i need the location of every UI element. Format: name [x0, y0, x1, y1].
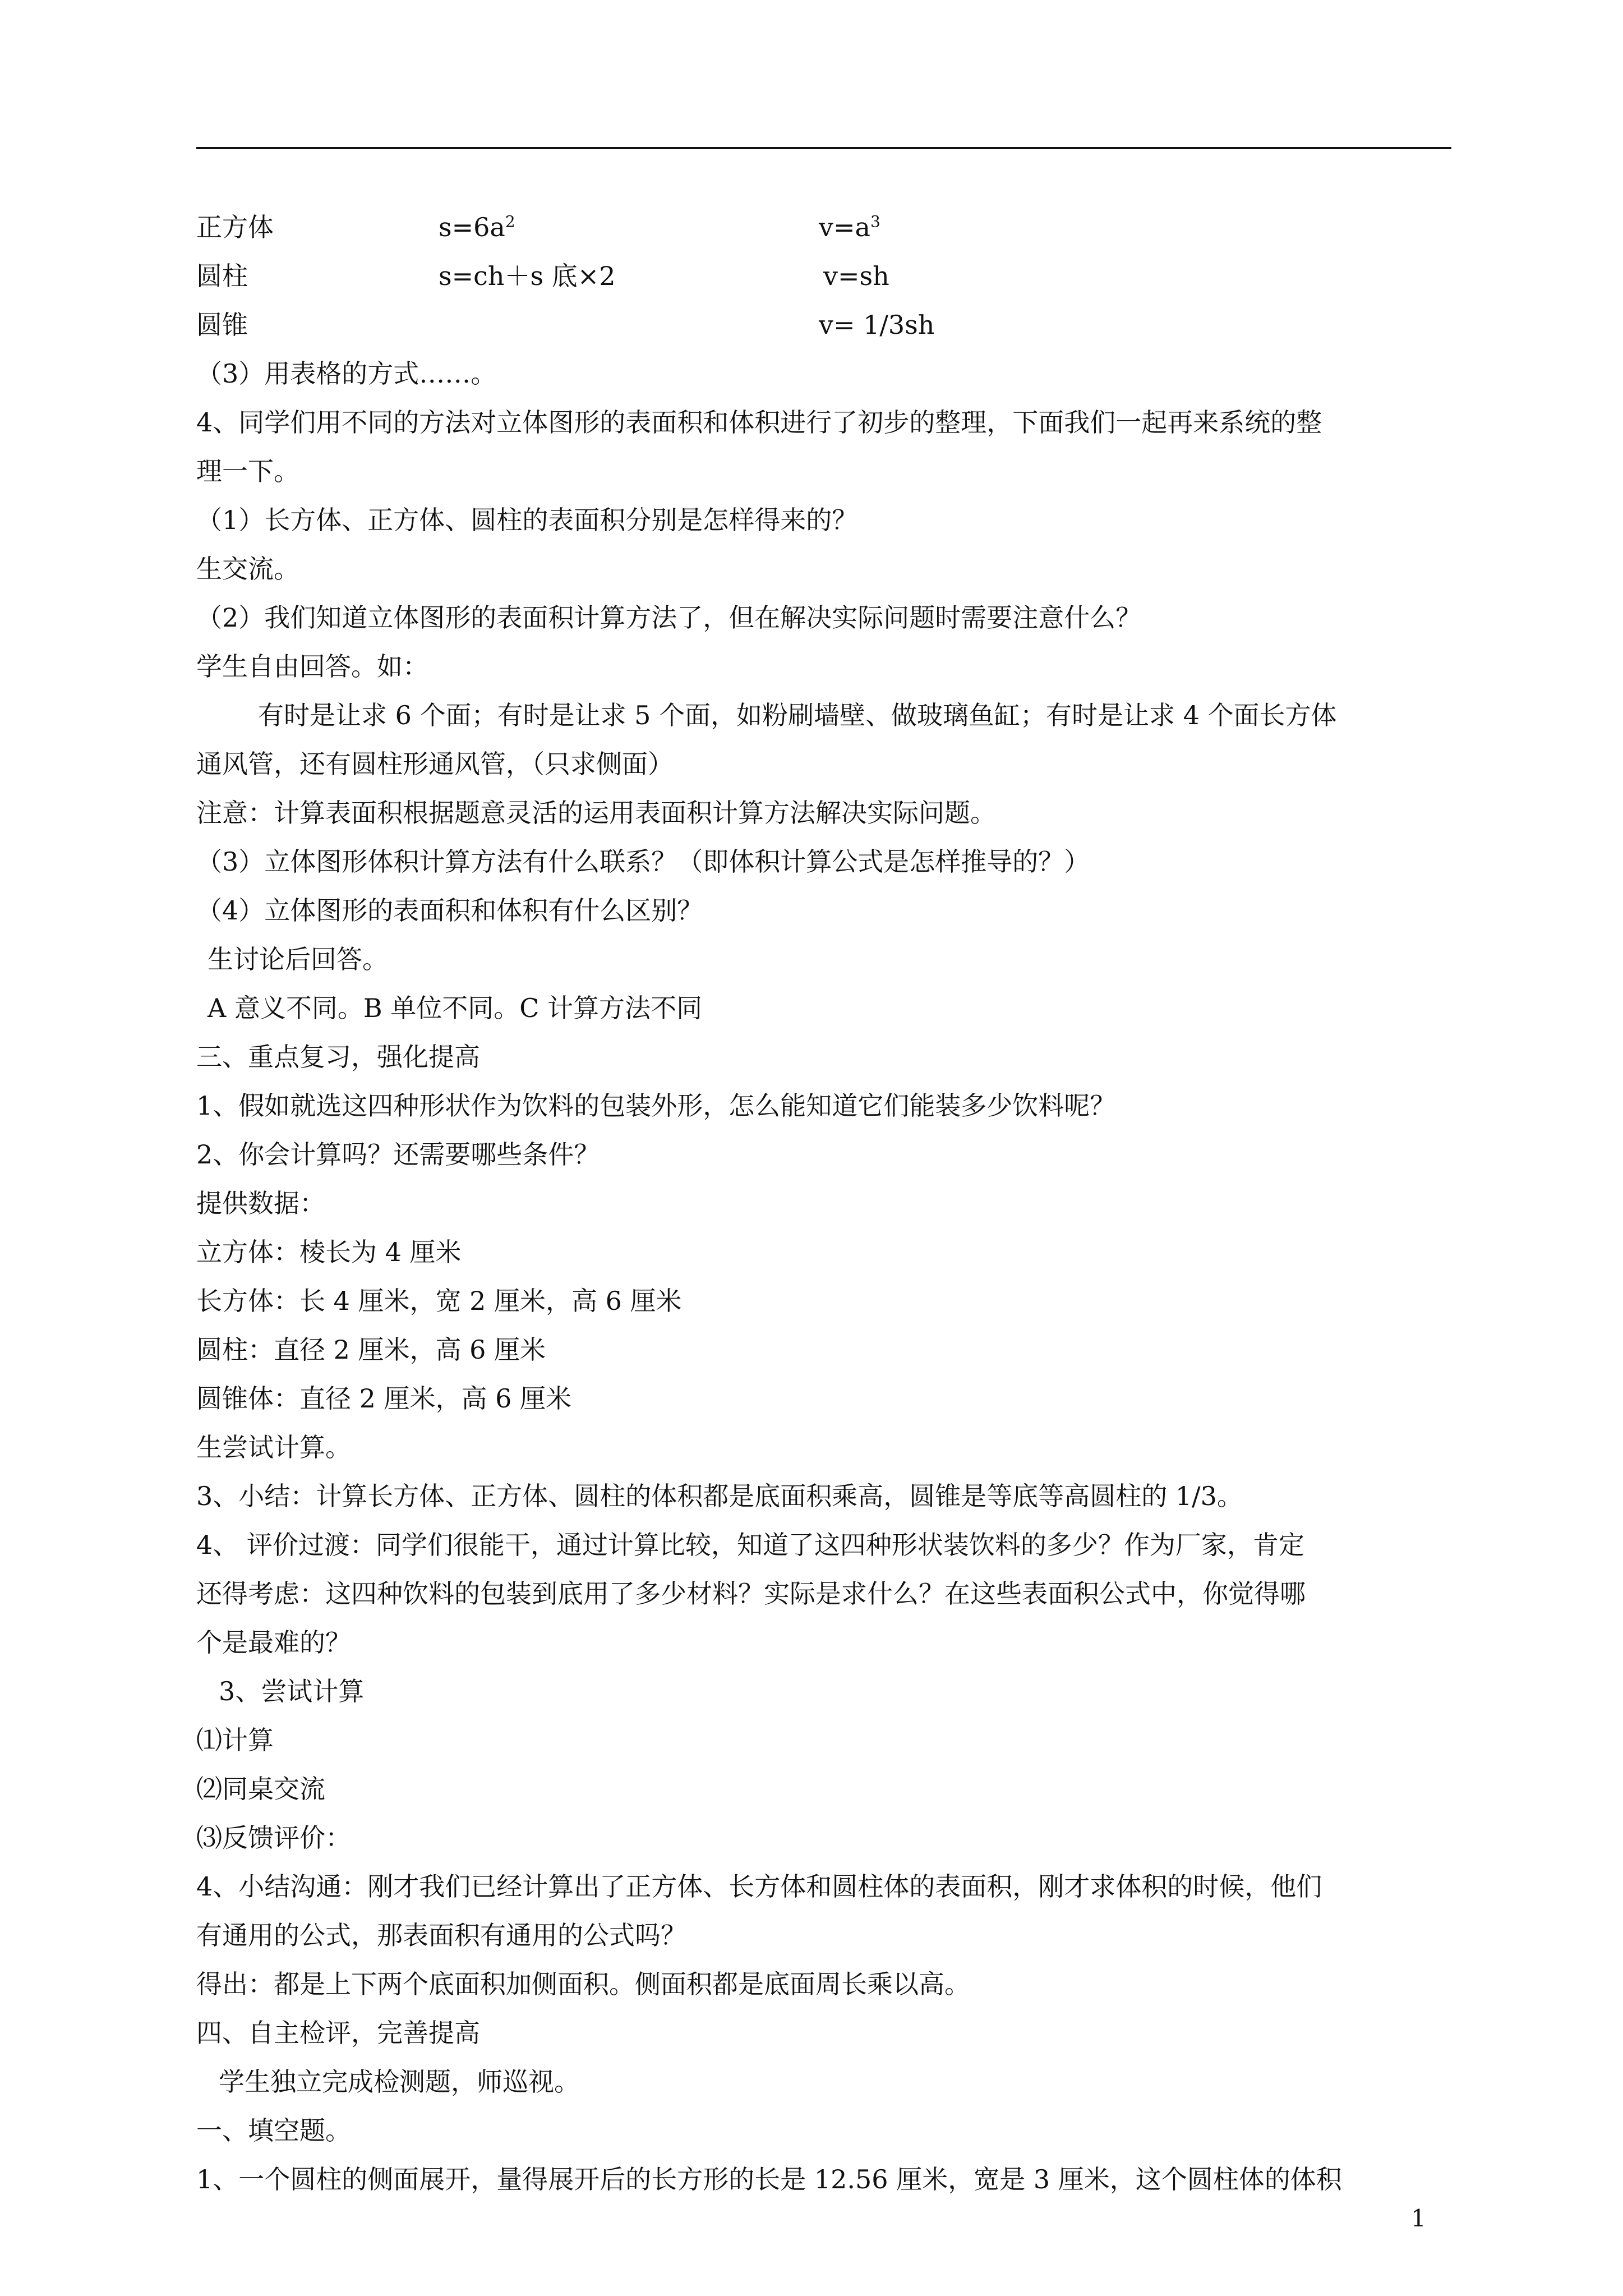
section-heading: 四、自主检评，完善提高: [196, 2018, 480, 2048]
formula-volume: v= 1/3sh: [819, 310, 935, 340]
formula-row: [196, 252, 1451, 301]
text-line: 4、同学们用不同的方法对立体图形的表面积和体积进行了初步的整理，下面我们一起再来系统的整: [196, 407, 1322, 438]
text-line: 生讨论后回答。: [208, 944, 388, 974]
text-line: 提供数据：: [196, 1188, 325, 1218]
text-line: 4、小结沟通：刚才我们已经计算出了正方体、长方体和圆柱体的表面积，刚才求体积的时候，他们: [196, 1871, 1322, 1902]
text-line: 学生独立完成检测题，师巡视。: [219, 2067, 580, 2097]
text-line: A 意义不同。B 单位不同。C 计算方法不同: [208, 993, 703, 1023]
text-line: 理一下。: [196, 456, 299, 486]
formula-volume: v=sh: [823, 261, 889, 291]
formula-surface: s=ch＋s 底×2: [439, 261, 616, 291]
section-heading: 三、重点复习，强化提高: [196, 1042, 480, 1072]
text-line: （4）立体图形的表面积和体积有什么区别？: [196, 895, 703, 926]
text-line: 还得考虑：这四种饮料的包装到底用了多少材料？实际是求什么？在这些表面积公式中，你觉得哪: [196, 1579, 1306, 1609]
text-line: （3）用表格的方式……。: [196, 358, 497, 389]
text-line: ⑵同桌交流: [196, 1774, 325, 1804]
formula-row: [196, 301, 1451, 349]
formula-shape: 圆锥: [196, 310, 248, 340]
text-line: 注意：计算表面积根据题意灵活的运用表面积计算方法解决实际问题。: [196, 798, 996, 828]
text-line: 有通用的公式，那表面积有通用的公式吗？: [196, 1920, 686, 1950]
text-line: 通风管，还有圆柱形通风管，（只求侧面）: [196, 749, 674, 779]
document-body: [196, 203, 1451, 2204]
text-line: 立方体：棱长为 4 厘米: [196, 1237, 462, 1267]
text-line: 得出：都是上下两个底面积加侧面积。侧面积都是底面周长乘以高。: [196, 1969, 970, 1999]
header-rule: [196, 147, 1451, 149]
text-line: 有时是让求 6 个面；有时是让求 5 个面，如粉刷墙壁、做玻璃鱼缸；有时是让求 4 个面长方体: [258, 700, 1337, 730]
formula-surface: $s=6a^2$: [439, 212, 515, 242]
text-line: 圆锥体：直径 2 厘米，高 6 厘米: [196, 1383, 572, 1414]
formula-shape: 正方体: [196, 212, 274, 242]
section-heading: 一、填空题。: [196, 2115, 351, 2146]
formula-shape: 圆柱: [196, 261, 248, 291]
text-line: 圆柱：直径 2 厘米，高 6 厘米: [196, 1335, 546, 1365]
text-line: 生尝试计算。: [196, 1432, 351, 1462]
text-line: 2、你会计算吗？还需要哪些条件？: [196, 1139, 600, 1170]
text-line: 生交流。: [196, 554, 299, 584]
formula-row: [196, 203, 1451, 252]
text-line: 3、尝试计算: [219, 1676, 365, 1706]
text-line: 4、 评价过渡：同学们很能干，通过计算比较，知道了这四种形状装饮料的多少？作为厂家，肯定: [196, 1530, 1304, 1560]
text-line: 1、一个圆柱的侧面展开，量得展开后的长方形的长是 12.56 厘米，宽是 3 厘米，这个圆柱体的体积: [196, 2164, 1342, 2194]
text-line: （2）我们知道立体图形的表面积计算方法了，但在解决实际问题时需要注意什么？: [196, 602, 1142, 633]
text-line: （1）长方体、正方体、圆柱的表面积分别是怎样得来的？: [196, 505, 858, 535]
text-line: （3）立体图形体积计算方法有什么联系？（即体积计算公式是怎样推导的？）: [196, 846, 1090, 877]
text-line: 长方体：长 4 厘米，宽 2 厘米，高 6 厘米: [196, 1286, 682, 1316]
page-number: 1: [1411, 2205, 1426, 2232]
text-line: ⑴计算: [196, 1725, 274, 1755]
text-line: ⑶反馈评价：: [196, 1823, 351, 1853]
text-line: 3、小结：计算长方体、正方体、圆柱的体积都是底面积乘高，圆锥是等底等高圆柱的 1/3。: [196, 1481, 1243, 1511]
text-line: 个是最难的？: [196, 1627, 351, 1658]
text-line: 1、假如就选这四种形状作为饮料的包装外形，怎么能知道它们能装多少饮料呢？: [196, 1091, 1116, 1121]
formula-volume: $v=a^3$: [819, 212, 880, 242]
text-line: 学生自由回答。如：: [196, 651, 428, 682]
